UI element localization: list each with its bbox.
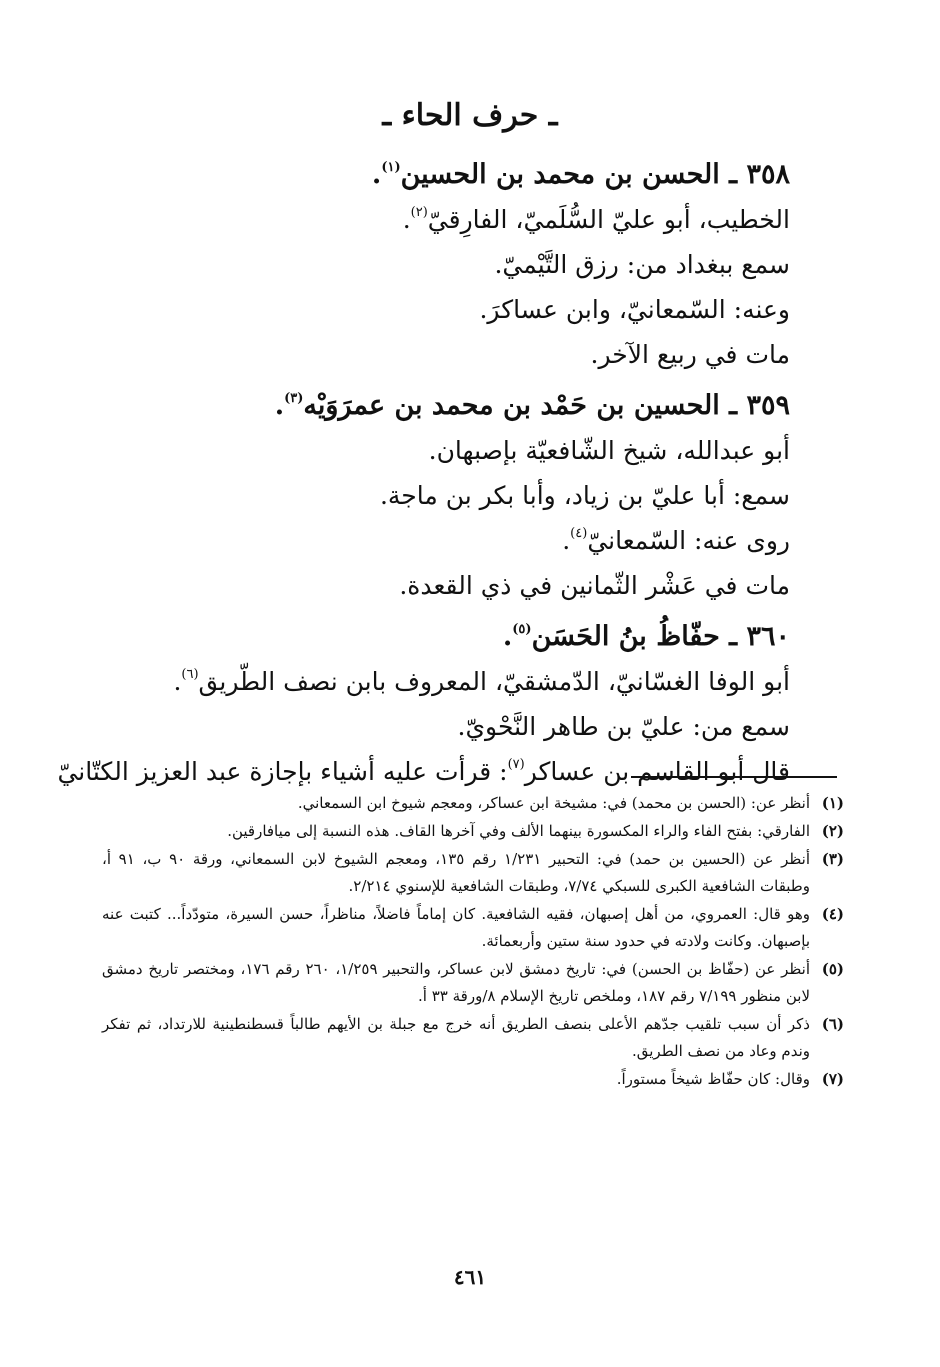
footnote-marker: (١) xyxy=(381,160,401,175)
entry-359 xyxy=(130,383,790,608)
entry-title xyxy=(130,152,790,197)
footnote xyxy=(102,818,844,845)
line-text: مات في عَشْر الثّمانين في ذي القعدة. xyxy=(399,571,790,600)
entry-line xyxy=(57,749,790,794)
footnote-text: وقال: كان حفّاظ شيخاً مستوراً. xyxy=(616,1070,810,1088)
entry-358 xyxy=(130,152,790,377)
entry-line xyxy=(130,242,790,287)
entry-line xyxy=(130,563,790,608)
punctuation: . xyxy=(371,159,382,190)
footnote xyxy=(102,1066,844,1093)
footnote-number: (٧) xyxy=(821,1070,844,1088)
punctuation: . xyxy=(502,621,513,652)
punctuation: . xyxy=(274,390,285,421)
footnote-marker: (٣) xyxy=(284,391,304,406)
footnote-text: أنظر عن (حفّاظ بن الحسن) في: تاريخ دمشق لابن عساكر، والتحبير ١/٢٥٩، ٢٦٠ رقم ١٧٦، ومختصر تاريخ دمشق لابن منظور ٧/١٩٩ رقم ١٨٧، وملخص تاريخ الإسلام ٨/ورقة ٣٣ أ. xyxy=(102,960,811,1005)
line-end: . xyxy=(173,667,182,696)
line-text: مات في ربيع الآخر. xyxy=(590,340,790,369)
footnote-text: الفارقي: بفتح الفاء والراء المكسورة بينهما الألف وفي آخرها القاف. هذه النسبة إلى ميافارقين. xyxy=(227,822,810,840)
footnote xyxy=(102,790,844,817)
footnote xyxy=(102,956,844,1010)
page-number: ٤٦١ xyxy=(453,1265,487,1289)
footnote-marker: (٥) xyxy=(512,622,532,637)
line-text: أبو الوفا الغسّانيّ، الدّمشقيّ، المعروف بابن نصف الطّريق xyxy=(198,667,790,696)
line-text: أبو عبدالله، شيخ الشّافعيّة بإصبهان. xyxy=(428,436,790,465)
entry-title-text: ٣٥٩ ـ الحسين بن حَمْد بن محمد بن عمرَوَيْه xyxy=(303,390,790,421)
footnote-number: (٤) xyxy=(821,905,844,923)
footnote-divider xyxy=(631,776,837,778)
main-text xyxy=(57,152,790,794)
footnote-number: (١) xyxy=(821,794,844,812)
entry-title-text: ٣٦٠ ـ حفّاظُ بنُ الحَسَن xyxy=(531,621,790,652)
footnote-number: (٦) xyxy=(821,1015,844,1033)
entry-line xyxy=(130,704,790,749)
footnote xyxy=(102,846,844,900)
footnote-text: أنظر عن (الحسين بن حمد) في: التحبير ١/٢٣١ رقم ١٣٥، ومعجم الشيوخ لابن السمعاني، ورقة ٩٠ ب، ٩١ أ، وطبقات الشافعية الكبرى للسبكي ٧/٧٤، وطبقات الشافعية للإسنوي ٢/٢١٤. xyxy=(102,850,811,895)
entry-360 xyxy=(57,614,790,794)
line-text: وعنه: السّمعانيّ، وابن عساكرَ. xyxy=(479,295,790,324)
line-text: روى عنه: السّمعانيّ xyxy=(587,526,790,555)
entry-line xyxy=(130,473,790,518)
footnote-number: (٥) xyxy=(821,960,844,978)
footnote xyxy=(102,901,844,955)
footnote-text: ذكر أن سبب تلقيب جدّهم الأعلى بنصف الطريق أنه خرج مع جبلة بن الأيهم طالباً قسطنطينية للارتداد، ثم تفكر وندم وعاد من نصف الطريق. xyxy=(102,1015,810,1060)
entry-line xyxy=(130,287,790,332)
footnote-marker: (٧) xyxy=(507,757,525,772)
footnote-marker: (٤) xyxy=(570,526,588,541)
entry-line xyxy=(130,332,790,377)
entry-line xyxy=(130,659,790,704)
line-text: سمع ببغداد من: رزق التَّيْميّ. xyxy=(494,250,790,279)
footnote-number: (٢) xyxy=(821,822,844,840)
footnote-marker: (٦) xyxy=(181,667,199,682)
entry-line xyxy=(130,197,790,242)
entry-title-text: ٣٥٨ ـ الحسن بن محمد بن الحسين xyxy=(400,159,790,190)
line-end: . xyxy=(402,205,411,234)
footnote-text: أنظر عن: (الحسن بن محمد) في: مشيخة ابن عساكر، ومعجم شيوخ ابن السمعاني. xyxy=(297,794,810,812)
line-text: سمع من: عليّ بن طاهر النَّحْويّ. xyxy=(457,712,790,741)
line-text: سمع: أبا عليّ بن زياد، وأبا بكر بن ماجة. xyxy=(379,481,790,510)
footnote-number: (٣) xyxy=(821,850,844,868)
line-text: الخطيب، أبو عليّ السُّلَميّ، الفارِقيّ xyxy=(427,205,790,234)
line-text: قال أبو القاسم بن عساكر xyxy=(524,757,790,786)
entry-line xyxy=(130,428,790,473)
chapter-header: ـ حرف الحاء ـ xyxy=(382,98,558,133)
line-end: : قرأت عليه أشياء بإجازة عبد العزيز الكتّانيّ xyxy=(57,757,508,786)
line-end: . xyxy=(562,526,571,555)
entry-line xyxy=(130,518,790,563)
footnote xyxy=(102,1011,844,1065)
footnote-marker: (٢) xyxy=(410,205,428,220)
footnotes xyxy=(102,790,844,1094)
entry-title xyxy=(130,614,790,659)
footnote-text: وهو قال: العمروي، من أهل إصبهان، فقيه الشافعية. كان إماماً فاضلاً، مناظراً، حسن السيرة، متودّداً... كتبت عنه بإصبهان. وكانت ولادته في حدود سنة ستين وأربعمائة. xyxy=(102,905,810,950)
entry-title xyxy=(130,383,790,428)
